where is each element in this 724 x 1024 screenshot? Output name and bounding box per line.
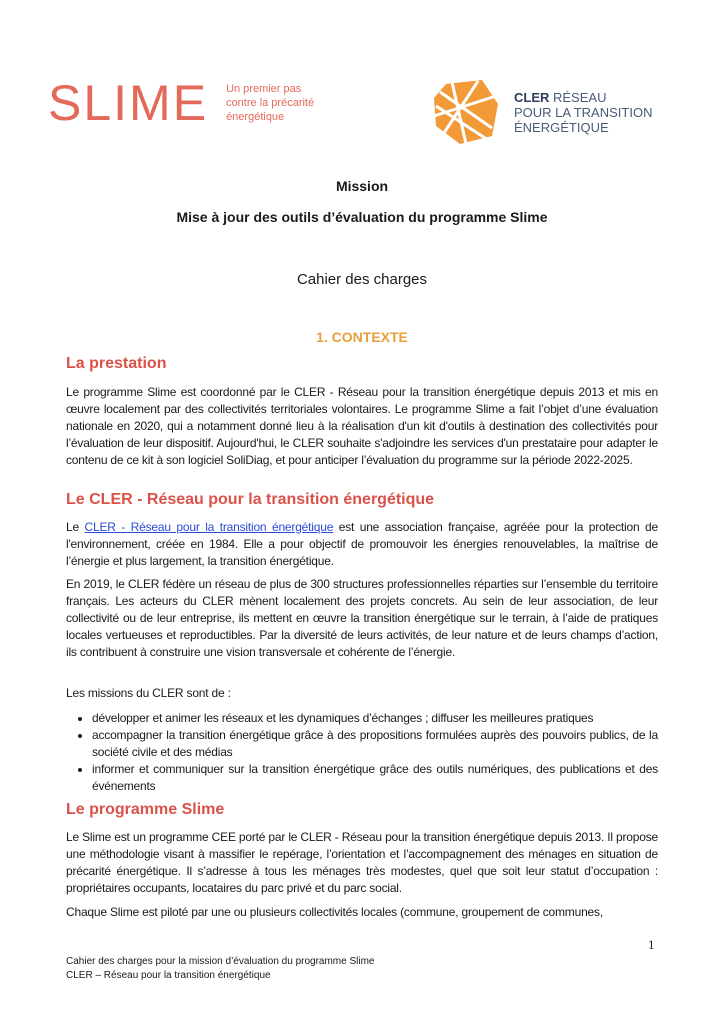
slime-tagline — [226, 82, 314, 124]
paragraph: En 2019, le CLER fédère un réseau de plus de 300 structures professionnelles réparties sur l’ensemble du territoire français. Les acteurs du CLER mènent localement des projets concrets. Au sein de leur association, de leur collectivité ou de leur entreprise, ils mettent en œuvre la transition énergétique sur le terrain, à l’aide de pratiques locales vertueuses et reproductibles. Par la diversité de leurs activités, de leur nature et de leurs champs d’action, ils contribuent à construire une vision transversale et cohérente de l’énergie. — [66, 577, 658, 659]
heading-cler: Le CLER - Réseau pour la transition énergétique — [66, 491, 435, 508]
list-item: • développer et animer les réseaux et les dynamiques d’échanges ; diffuser les meilleures pratiques — [92, 710, 658, 727]
text: Le — [66, 520, 85, 534]
tagline-line: énergétique — [226, 111, 285, 123]
footer-line: Cahier des charges pour la mission d’évaluation du programme Slime — [66, 956, 375, 967]
slime-logo-word: SLIME — [48, 75, 209, 131]
document-title: Mise à jour des outils d’évaluation du programme Slime — [176, 209, 548, 225]
cler-line: RÉSEAU — [549, 89, 607, 105]
list-item: • accompagner la transition énergétique grâce à des propositions formulées auprès des pouvoirs publics, de la société civile et des médias — [92, 727, 658, 761]
paragraph — [66, 519, 658, 570]
footer-line: CLER – Réseau pour la transition énergétique — [66, 970, 271, 981]
cler-link[interactable]: CLER - Réseau pour la transition énergétique — [84, 520, 334, 534]
tagline-line: Un premier pas — [226, 83, 302, 95]
page-number: 1 — [648, 937, 655, 952]
tagline-line: contre la précarité — [226, 97, 315, 109]
text: est une association française, agréée pour la protection de l'environnement, créée en 1984. Elle a pour objectif de promouvoir les énergies renouvelables, la maîtrise de l’énergie et plus largement, la transition énergétique. — [66, 520, 658, 568]
section-heading: 1. CONTEXTE — [316, 329, 408, 345]
missions-list — [66, 710, 658, 795]
heading-prestation: La prestation — [66, 355, 167, 372]
cler-line: ÉNERGÉTIQUE — [514, 119, 609, 135]
list-item: • informer et communiquer sur la transition énergétique grâce des outils numériques, des publications et des événements — [92, 761, 658, 795]
cler-bold: CLER — [514, 89, 550, 105]
paragraph: Le Slime est un programme CEE porté par le CLER - Réseau pour la transition énergétique depuis 2013. Il propose une méthodologie visant à massifier le repérage, l’orientation et l’accompagnement des ménages en situation de précarité énergétique. Il s’adresse à tous les ménages très modestes, quel que soit leur statut d’occupation : propriétaires occupants, locataires du parc privé et du parc social. — [66, 830, 658, 895]
cler-logo — [432, 78, 652, 146]
paragraph: Les missions du CLER sont de : — [66, 686, 231, 700]
paragraph: Chaque Slime est piloté par une ou plusieurs collectivités locales (commune, groupement de communes, — [66, 905, 603, 919]
cler-emblem-icon — [432, 78, 500, 146]
page-footer — [66, 955, 375, 983]
heading-slime: Le programme Slime — [66, 801, 225, 818]
cler-line: POUR LA TRANSITION — [514, 104, 653, 120]
mission-title: Mission — [335, 178, 389, 194]
document-subtitle: Cahier des charges — [296, 271, 428, 288]
cler-logo-text — [514, 90, 652, 135]
paragraph: Le programme Slime est coordonné par le CLER - Réseau pour la transition énergétique depuis 2013 et mis en œuvre localement par des collectivités territoriales volontaires. Le programme Slime a fait l’objet d’une évaluation nationale en 2020, qui a notamment donné lieu à la réalisation d'un kit d'outils à destination des collectivités pour l’évaluation de leur dispositif. Aujourd'hui, le CLER souhaite s'adjoindre les services d'un prestataire pour adapter le contenu de ce kit à son logiciel SoliDiag, et pour anticiper l’évaluation du programme sur la période 2022-2025. — [66, 385, 658, 467]
slime-logo — [48, 75, 315, 131]
